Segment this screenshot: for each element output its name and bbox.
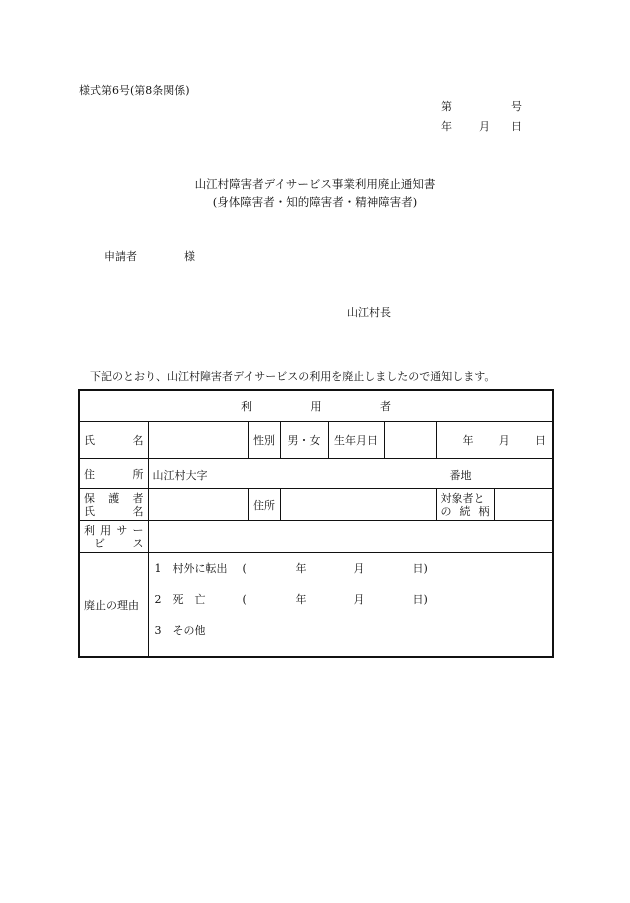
birth-date-blank[interactable] (384, 422, 436, 459)
table-heading: 利 用 者 (79, 390, 553, 422)
document-title: 山江村障害者デイサービス事業利用廃止通知書 (194, 177, 436, 191)
date-day: 日 (511, 120, 522, 133)
guardian-address-field[interactable] (280, 489, 436, 521)
reason-option-3[interactable]: 3 その他 (154, 624, 206, 637)
form-number-label: 様式第6号(第8条関係) (79, 84, 190, 97)
birth-date-label: 生年月日 (328, 422, 384, 459)
reason-option-2[interactable]: 2 死 亡 ( 年 月 日) (154, 593, 428, 606)
guardian-address-label: 住所 (248, 489, 280, 521)
service-label: 利 用 サ ー ビ ス (79, 521, 148, 553)
document-number (441, 98, 522, 114)
document-subtitle: (身体障害者・知的障害者・精神障害者) (212, 195, 418, 209)
name-field[interactable] (148, 422, 248, 459)
recipient-honorific: 様 (184, 250, 195, 263)
address-label: 住 所 (79, 459, 148, 489)
guardian-name-label: 保 護 者 氏 名 (79, 489, 148, 521)
birth-date-field[interactable]: 年 月 日 (436, 422, 553, 459)
relation-field[interactable] (494, 489, 553, 521)
intro-text: 下記のとおり、山江村障害者デイサービスの利用を廃止しましたので通知します。 (90, 370, 496, 383)
gender-label: 性別 (248, 422, 280, 459)
user-info-table (78, 389, 554, 658)
document-date (441, 118, 522, 134)
issuer-name: 山江村長 (347, 306, 391, 319)
recipient-label: 申請者 (104, 250, 137, 263)
guardian-name-field[interactable] (148, 489, 248, 521)
name-label: 氏 名 (79, 422, 148, 459)
reason-label: 廃止の理由 (79, 553, 148, 658)
gender-value[interactable]: 男・女 (280, 422, 328, 459)
reason-option-1[interactable]: 1 村外に転出 ( 年 月 日) (154, 562, 428, 575)
number-prefix: 第 (441, 100, 452, 113)
relation-label: 対象者と の 続 柄 (436, 489, 494, 521)
date-month: 月 (479, 120, 490, 133)
service-field[interactable] (148, 521, 553, 553)
address-field[interactable]: 山江村大字 番地 (148, 459, 553, 489)
date-year: 年 (441, 120, 452, 133)
recipient-line (104, 248, 195, 264)
reason-options (148, 553, 553, 658)
number-suffix: 号 (511, 100, 522, 113)
